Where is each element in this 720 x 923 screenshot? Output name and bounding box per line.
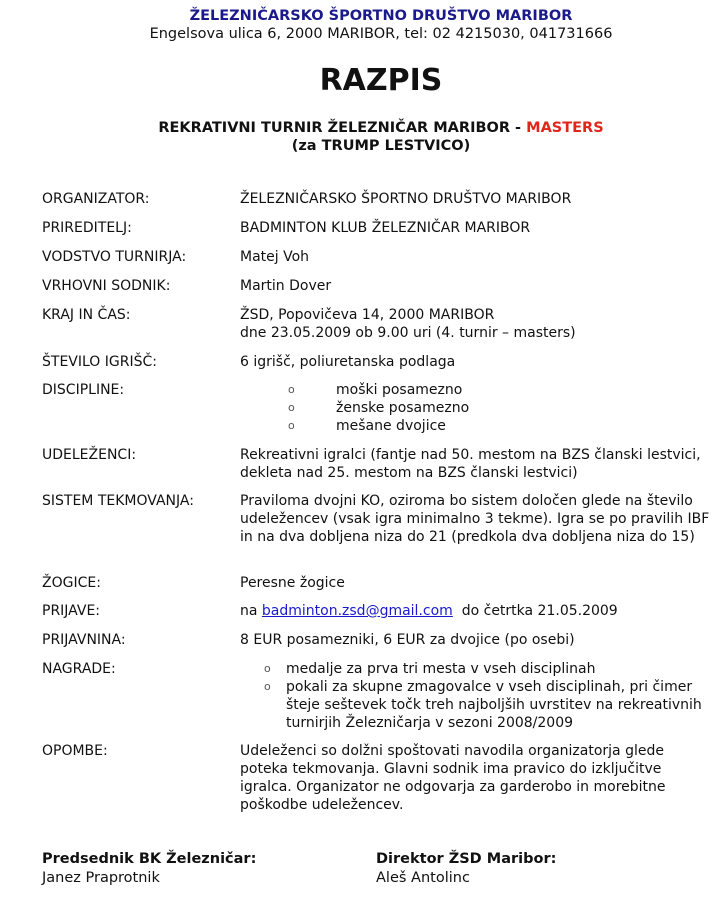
row-value: Matej Voh: [240, 249, 310, 265]
signature-name: Janez Praprotnik: [42, 870, 160, 886]
subtitle-main: REKRATIVNI TURNIR ŽELEZNIČAR MARIBOR -: [158, 120, 527, 136]
row-label: UDELEŽENCI:: [42, 447, 137, 463]
list-item-text: moški posamezno: [336, 382, 463, 398]
row-label: VRHOVNI SODNIK:: [42, 278, 171, 294]
signature-title: Direktor ŽSD Maribor:: [376, 851, 557, 867]
organization-name: ŽELEZNIČARSKO ŠPORTNO DRUŠTVO MARIBOR: [189, 8, 573, 24]
row-value: [240, 381, 710, 435]
tournament-subtitle-second: (za TRUMP LESTVICO): [291, 138, 471, 154]
venue-line: ŽSD, Popovičeva 14, 2000 MARIBOR: [240, 307, 495, 323]
row-value: ŽELEZNIČARSKO ŠPORTNO DRUŠTVO MARIBOR: [240, 191, 572, 207]
date-line: dne 23.05.2009 ob 9.00 uri (4. turnir – masters): [240, 325, 576, 341]
row-label: DISCIPLINE:: [42, 382, 125, 398]
list-item-text: ženske posamezno: [336, 400, 470, 416]
email-link[interactable]: badminton.zsd@gmail.com: [261, 603, 453, 619]
signature-left: [42, 850, 256, 888]
list-item-text: pokali za skupne zmagovalce v vseh disciplinah, pri čimer šteje seštevek točk treh najboljših uvrstitev na rekreativnih turnirjih Železničarja v sezoni 2008/2009: [286, 679, 702, 731]
organization-address: Engelsova ulica 6, 2000 MARIBOR, tel: 02 4215030, 041731666: [149, 26, 613, 42]
list-item: [240, 417, 710, 435]
circle-bullet-icon: o: [288, 419, 295, 432]
list-item: [240, 660, 710, 678]
row-value: [240, 306, 710, 342]
row-label: KRAJ IN ČAS:: [42, 307, 131, 323]
row-label: ŠTEVILO IGRIŠČ:: [42, 354, 157, 370]
subtitle-accent: MASTERS: [526, 120, 604, 136]
prijave-prefix: na: [240, 603, 262, 619]
signature-name: Aleš Antolinc: [376, 870, 470, 886]
row-value: 6 igrišč, poliuretanska podlaga: [240, 354, 456, 370]
list-item-text: medalje za prva tri mesta v vseh disciplinah: [286, 661, 596, 677]
row-value: Udeleženci so dolžni spoštovati navodila organizatorja glede poteka tekmovanja. Glavni sodnik ima pravico do izključitve igralca. Organizator ne odgovarja za garderobo in morebitne poškodbe udeležencev.: [240, 743, 666, 813]
row-label: PRIJAVE:: [42, 603, 101, 619]
row-label: SISTEM TEKMOVANJA:: [42, 493, 194, 509]
document-title: RAZPIS: [319, 63, 443, 98]
circle-bullet-icon: o: [288, 401, 295, 414]
tournament-subtitle: [0, 120, 720, 136]
list-item: [240, 381, 710, 399]
row-value: [240, 602, 710, 620]
row-value: 8 EUR posamezniki, 6 EUR za dvojice (po osebi): [240, 632, 575, 648]
row-value: BADMINTON KLUB ŽELEZNIČAR MARIBOR: [240, 220, 531, 236]
list-item-text: mešane dvojice: [336, 418, 446, 434]
row-value: [240, 660, 710, 732]
row-label: PRIREDITELJ:: [42, 220, 132, 236]
signature-right: [376, 850, 556, 888]
list-item: [240, 399, 710, 417]
circle-bullet-icon: o: [288, 383, 295, 396]
row-label: VODSTVO TURNIRJA:: [42, 249, 187, 265]
awards-list: [240, 660, 710, 732]
signature-title: Predsednik BK Železničar:: [42, 851, 257, 867]
list-item: [240, 678, 710, 732]
row-value: Peresne žogice: [240, 575, 345, 591]
circle-bullet-icon: o: [264, 680, 271, 693]
row-value: Rekreativni igralci (fantje nad 50. mestom na BZS članski lestvici, dekleta nad 25. mestom na BZS članski lestvici): [240, 447, 701, 481]
row-label: PRIJAVNINA:: [42, 632, 126, 648]
row-value: Martin Dover: [240, 278, 332, 294]
row-label: ORGANIZATOR:: [42, 191, 150, 207]
circle-bullet-icon: o: [264, 662, 271, 675]
row-label: NAGRADE:: [42, 661, 116, 677]
row-label: OPOMBE:: [42, 743, 108, 759]
discipline-list: [240, 381, 710, 435]
prijave-deadline: do četrtka 21.05.2009: [452, 603, 618, 619]
row-value: Praviloma dvojni KO, oziroma bo sistem določen glede na število udeležencev (vsak igra minimalno 3 tekme). Igra se po pravilih IBF in na dva dobljena niza do 21 (predkola dva dobljena niza do 15): [240, 493, 710, 545]
row-label: ŽOGICE:: [42, 575, 101, 591]
